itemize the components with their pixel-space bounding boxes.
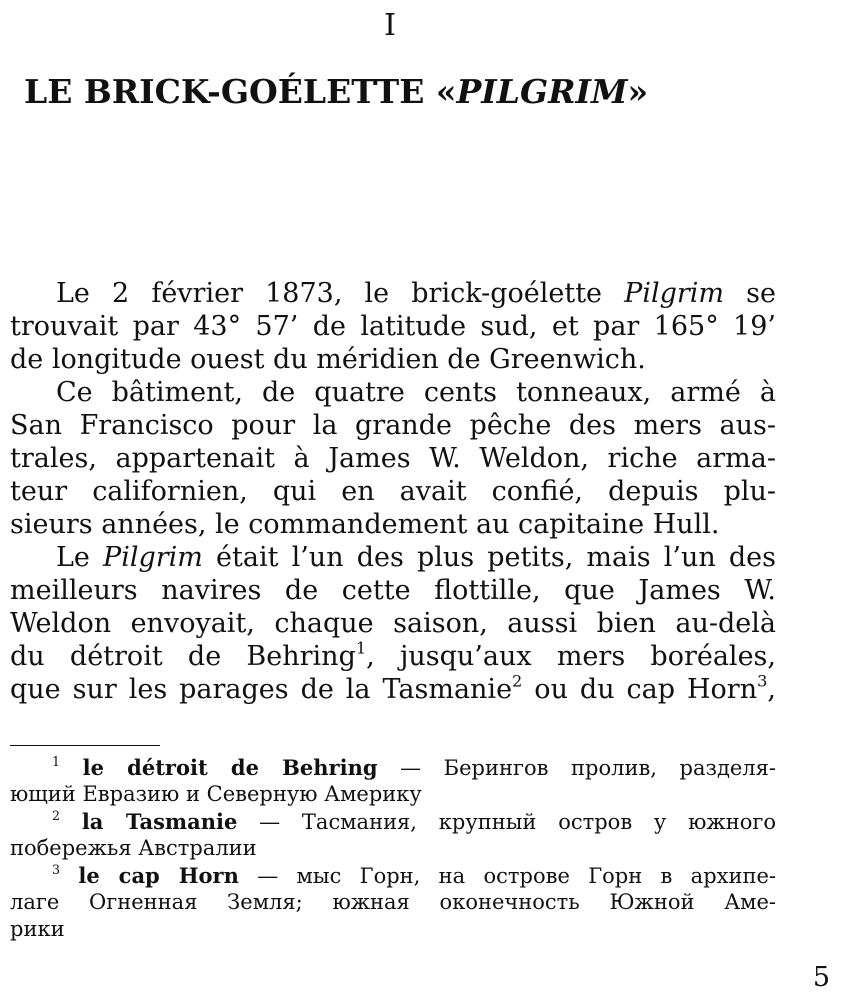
text-segment: , jusqu’aux mers boréales,: [366, 641, 776, 672]
chapter-title-suffix: »: [627, 72, 649, 111]
text-line: Weldon envoyait, chaque saison, aussi bien au-delà: [10, 608, 776, 639]
footnote-line: рики: [10, 917, 65, 941]
text-line: [10, 541, 776, 574]
ship-name: Pilgrim: [103, 542, 203, 573]
footnote-line: лаге Огненная Земля; южная оконечность Южной Аме-: [10, 890, 776, 914]
footnote-text: — Тасмания, крупный остров у южного: [237, 810, 776, 834]
page-number: 5: [812, 962, 830, 993]
footnote-text: — Берингов пролив, разделя-: [377, 756, 776, 780]
text-segment: Le 2 février 1873, le brick-goélette: [56, 278, 625, 309]
chapter-title-prefix: LE BRICK-GOÉLETTE «: [24, 72, 457, 111]
text-segment: du détroit de Behring: [10, 641, 356, 672]
footnote-marker: 1: [52, 754, 61, 770]
footnote-line: [10, 754, 776, 781]
footnote-term: le détroit de Behring: [82, 755, 378, 780]
text-line: trales, appartenait à James W. Weldon, riche arma-: [10, 443, 776, 474]
footnote-line: [10, 862, 776, 889]
text-line: trouvait par 43° 57’ de latitude sud, et par 165° 19’: [10, 311, 776, 342]
footnote-divider: [10, 745, 160, 746]
footnote-term: la Tasmanie: [81, 809, 238, 834]
text-segment: était l’un des plus petits, mais l’un des: [202, 542, 776, 573]
text-segment: Le: [56, 542, 104, 573]
text-line: [10, 640, 776, 673]
text-line: sieurs années, le commandement au capitaine Hull.: [10, 509, 720, 540]
text-line: [10, 673, 776, 706]
footnote-reference: 3: [757, 671, 768, 691]
chapter-title-ship-name: PILGRIM: [456, 72, 628, 111]
footnotes: [10, 754, 776, 943]
footnote-line: [10, 808, 776, 835]
text-line: [10, 277, 776, 310]
footnote-reference: 2: [512, 671, 523, 691]
footnote-line: ющий Евразию и Северную Америку: [10, 782, 422, 806]
text-line: teur californien, qui en avait confié, depuis plu-: [10, 476, 776, 507]
text-line: San Francisco pour la grande pêche des mers aus-: [10, 410, 776, 441]
text-segment: que sur les parages de la Tasmanie: [10, 674, 513, 705]
text-segment: ,: [767, 674, 776, 705]
text-segment: ou du cap Horn: [522, 674, 758, 705]
footnote-text: — мыс Горн, на острове Горн в архипе-: [238, 864, 776, 888]
footnote-marker: 2: [52, 808, 61, 824]
text-line: Ce bâtiment, de quatre cents tonneaux, armé à: [56, 377, 776, 408]
chapter-title: [24, 72, 832, 112]
body-text: [10, 277, 776, 706]
ship-name: Pilgrim: [624, 278, 725, 309]
footnote-term: le cap Horn: [78, 863, 239, 888]
text-line: meilleurs navires de cette flottille, que James W.: [10, 575, 776, 606]
footnote-marker: 3: [52, 862, 61, 878]
footnote-line: побережья Австралии: [10, 836, 257, 860]
text-segment: se: [724, 278, 776, 309]
text-line: de longitude ouest du méridien de Greenwich.: [10, 344, 646, 375]
footnote-reference: 1: [355, 638, 367, 658]
chapter-number: I: [384, 8, 396, 43]
